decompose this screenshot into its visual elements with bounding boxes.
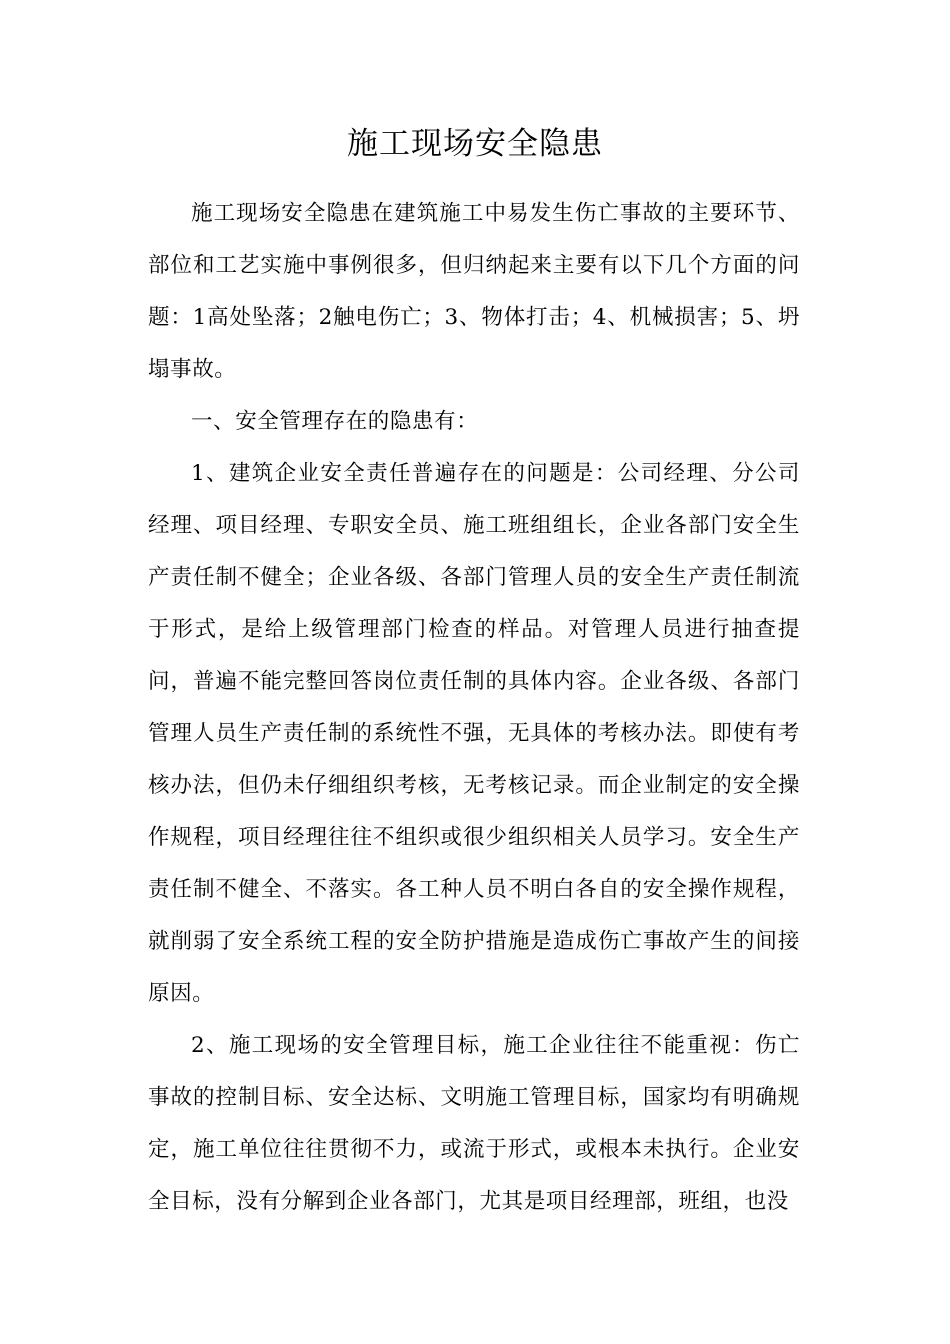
paragraph-intro: 施工现场安全隐患在建筑施工中易发生伤亡事故的主要环节、部位和工艺实施中事例很多，但归纳起来主要有以下几个方面的问题：1高处坠落；2触电伤亡；3、物体打击；4、机械损害；5、坍塌事故。 — [148, 201, 800, 382]
section-heading-management: 一、安全管理存在的隐患有： — [191, 409, 479, 434]
document-title: 施工现场安全隐患 — [347, 126, 603, 162]
paragraph-item-1: 1、建筑企业安全责任普遍存在的问题是：公司经理、分公司经理、项目经理、专职安全员、施工班组组长，企业各部门安全生产责任制不健全；企业各级、各部门管理人员的安全生产责任制流于形式，是给上级管理部门检查的样品。对管理人员进行抽查提问，普遍不能完整回答岗位责任制的具体内容。企业各级、各部门管理人员生产责任制的系统性不强，无具体的考核办法。即使有考核办法，但仍未仔细组织考核，无考核记录。而企业制定的安全操作规程，项目经理往往不组织或很少组织相关人员学习。安全生产责任制不健全、不落实。各工种人员不明白各自的安全操作规程，就削弱了安全系统工程的安全防护措施是造成伤亡事故产生的间接原因。 — [148, 461, 800, 1006]
document-body — [148, 188, 800, 1228]
paragraph-item-2: 2、施工现场的安全管理目标，施工企业往往不能重视：伤亡事故的控制目标、安全达标、文明施工管理目标，国家均有明确规定，施工单位往往贯彻不力，或流于形式，或根本未执行。企业安全目标，没有分解到企业各部门，尤其是项目经理部，班组，也没 — [148, 1033, 800, 1214]
